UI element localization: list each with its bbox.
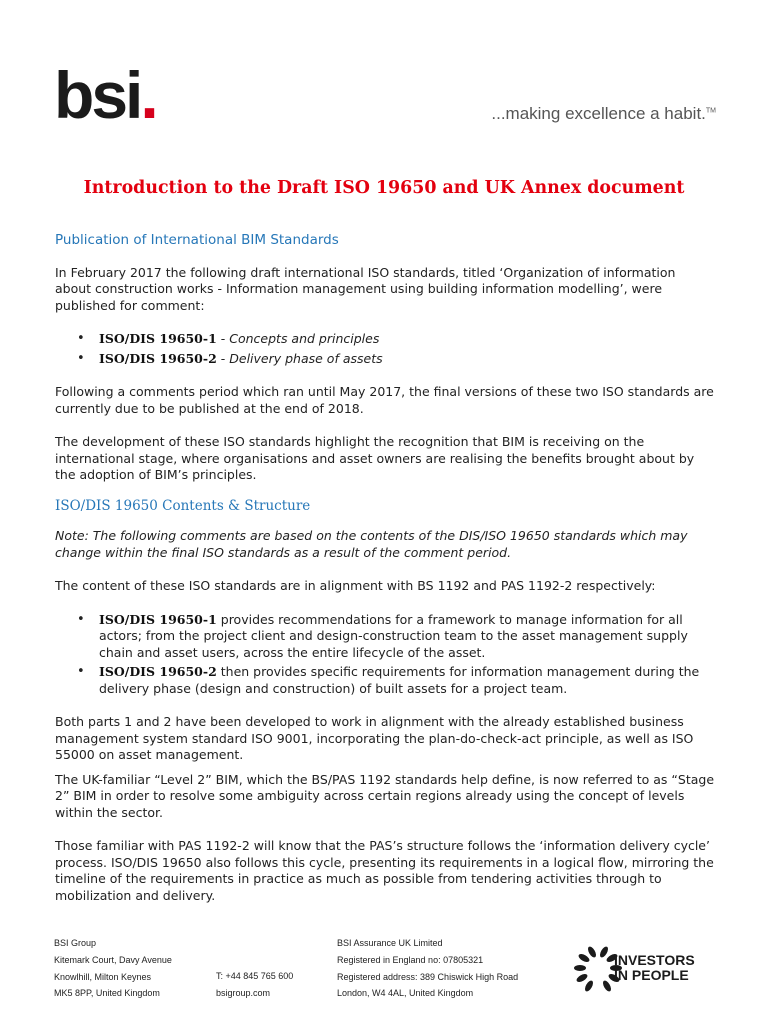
investors-in-people-badge (614, 953, 695, 983)
standard-description: then provides specific requirements for information management during the delivery phase (design and construction) of built assets for a project team. (99, 664, 700, 696)
standard-title: Delivery phase of assets (229, 350, 383, 366)
document-body (55, 232, 715, 921)
standard-description: provides recommendations for a framework to manage information for all actors; from the project client and design-construction team to the asset management supply chain and asset users, across the entire lifecycle of the asset. (99, 611, 688, 660)
page-title: Introduction to the Draft ISO 19650 and UK Annex document (83, 178, 685, 198)
standards-description-list (55, 612, 715, 698)
paragraph: Both parts 1 and 2 have been developed to work in alignment with the already established business management system standard ISO 9001, incorporating the plan-do-check-act principle, as well as ISO 55000 on asset management. (55, 714, 694, 762)
bsi-logo (54, 58, 156, 132)
paragraph: Those familiar with PAS 1192-2 will know that the PAS’s structure follows the ‘information delivery cycle’ process. ISO/DIS 19650 also follows this cycle, presenting its requirements in a logical flow, mirroring the timeline of the requirements in practice as much as possible from tendering activities through to mobilization and delivery. (55, 838, 714, 903)
standard-code: ISO/DIS 19650-1 (99, 611, 217, 627)
footer-address (54, 935, 172, 1002)
list-item (99, 612, 715, 662)
footer-line: Registered in England no: 07805321 (337, 954, 484, 965)
paragraph: The content of these ISO standards are in alignment with BS 1192 and PAS 1192-2 respectively: (55, 578, 656, 593)
paragraph: The UK-familiar “Level 2” BIM, which the BS/PAS 1192 standards help define, is now referred to as “Stage 2” BIM in order to resolve some ambiguity across certain regions already using the concept of levels within the sector. (55, 771, 715, 820)
separator: - (216, 331, 230, 346)
section-heading-contents: ISO/DIS 19650 Contents & Structure (55, 497, 311, 514)
logo-dot: . (140, 58, 156, 132)
footer-contact (216, 968, 293, 1002)
list-item (99, 331, 715, 348)
footer-phone: T: +44 845 765 600 (216, 971, 294, 981)
section-heading-publication: Publication of International BIM Standards (55, 232, 339, 248)
footer-line: Kitemark Court, Davy Avenue (54, 954, 172, 965)
paragraph: In February 2017 the following draft international ISO standards, titled ‘Organization of information about construction works - Information management using building information modelling’, were published for comment: (55, 264, 676, 313)
trademark-mark: TM (705, 107, 716, 115)
standard-code: ISO/DIS 19650-2 (99, 350, 217, 366)
footer-line: BSI Group (54, 938, 97, 948)
paragraph: Following a comments period which ran until May 2017, the final versions of these two ISO standards are currently due to be published at the end of 2018. (55, 384, 714, 416)
footer-website[interactable]: bsigroup.com (216, 987, 271, 998)
footer-line: MK5 8PP, United Kingdom (54, 988, 160, 999)
list-item (99, 351, 715, 368)
list-item (99, 664, 715, 697)
paragraph: The development of these ISO standards highlight the recognition that BIM is receiving on the international stage, where organisations and asset owners are realising the benefits brought about by the adoption of BIM’s principles. (55, 434, 695, 482)
badge-line: INVESTORS (614, 952, 695, 968)
tagline (491, 104, 716, 124)
separator: - (216, 350, 230, 366)
footer-line: London, W4 4AL, United Kingdom (337, 988, 474, 999)
logo-text: bsi (54, 58, 141, 132)
note-paragraph: Note: The following comments are based on the contents of the DIS/ISO 19650 standards which may change within the final ISO standards as a result of the comment period. (55, 528, 688, 560)
badge-line: IN PEOPLE (614, 967, 689, 983)
footer-line: BSI Assurance UK Limited (337, 938, 443, 948)
standard-title: Concepts and principles (229, 331, 380, 346)
standard-code: ISO/DIS 19650-2 (99, 664, 217, 679)
tagline-text: ...making excellence a habit. (491, 104, 706, 123)
footer-registration (337, 935, 518, 1002)
standards-list (55, 331, 715, 367)
footer-line: Registered address: 389 Chiswick High Road (337, 971, 519, 982)
standard-code: ISO/DIS 19650-1 (99, 331, 217, 346)
footer-line: Knowlhill, Milton Keynes (54, 971, 152, 982)
